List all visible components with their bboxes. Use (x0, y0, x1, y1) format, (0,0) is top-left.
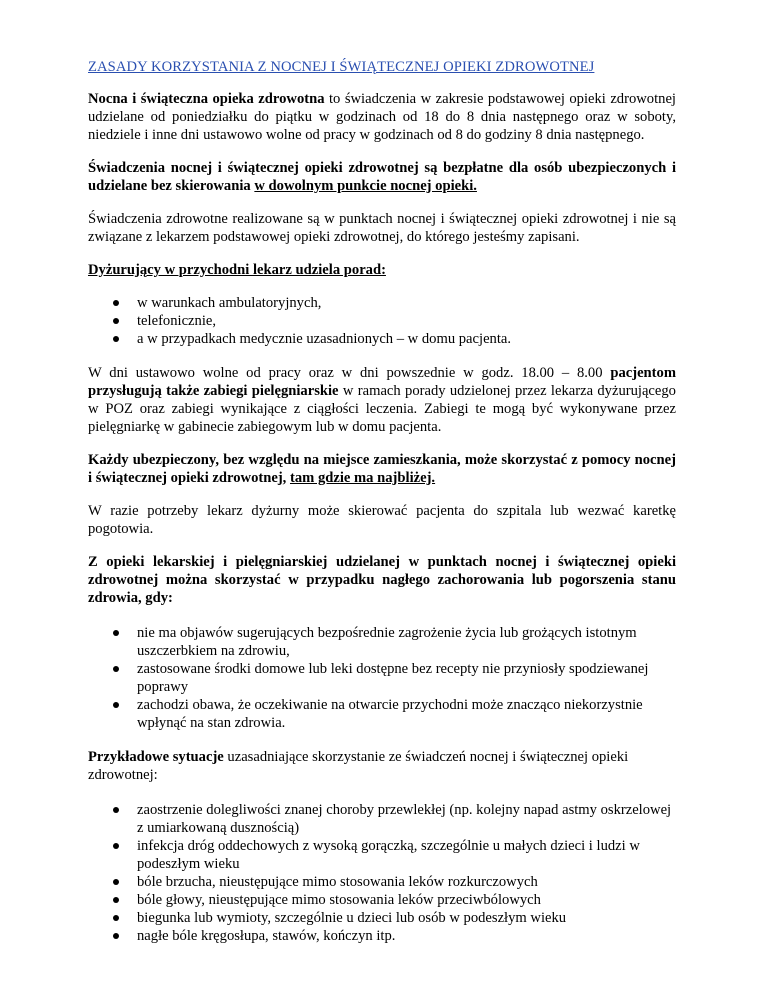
doctor-heading-text: Dyżurujący w przychodni lekarz udziela porad: (88, 262, 386, 278)
list-item: zastosowane środki domowe lub leki dostępne bez recepty nie przyniosły spodziewanej poprawy (137, 660, 676, 696)
examples-list (88, 801, 676, 945)
section-when-heading (88, 553, 676, 607)
paragraph-definition (88, 90, 676, 144)
list-item: bóle głowy, nieustępujące mimo stosowania leków przeciwbólowych (137, 891, 676, 909)
paragraph-free-services (88, 159, 676, 195)
examples-heading-text: uzasadniające skorzystanie ze świadczeń nocnej i świątecznej opieki zdrowotnej: (88, 749, 629, 783)
nursing-emphasis: pacjentom przysługują także zabiegi pielęgniarskie (88, 365, 676, 399)
list-item: nie ma objawów sugerujących bezpośrednie zagrożenie życia lub grożących istotnym uszczerbkiem na zdrowiu, (137, 624, 676, 660)
free-services-emphasis: w dowolnym punkcie nocnej opieki. (254, 178, 477, 194)
list-item: zaostrzenie dolegliwości znanej choroby przewlekłej (np. kolejny napad astmy oskrzelowej z umiarkowaną dusznością) (137, 801, 676, 837)
list-item: telefonicznie, (137, 312, 676, 330)
paragraph-not-related: Świadczenia zdrowotne realizowane są w punktach nocnej i świątecznej opieki zdrowotnej i nie są związane z lekarzem podstawowej opieki zdrowotnej, do którego jesteśmy zapisani. (88, 211, 676, 245)
doctor-advice-list (88, 294, 676, 348)
list-item: infekcja dróg oddechowych z wysoką gorączką, szczególnie u małych dzieci i ludzi w podeszłym wieku (137, 837, 676, 873)
paragraph-nursing (88, 364, 676, 436)
definition-text: to świadczenia w zakresie podstawowej opieki zdrowotnej udzielane od poniedziałku do piątku w godzinach od 18 do 8 dnia następnego oraz w soboty, niedziele i inne dni ustawowo wolne od pracy w godzinach od 8 do godziny 8 dnia następnego. (88, 91, 676, 143)
paragraph-hospital-referral: W razie potrzeby lekarz dyżurny może skierować pacjenta do szpitala lub wezwać karetkę pogotowia. (88, 503, 676, 537)
free-services-text: Świadczenia nocnej i świątecznej opieki zdrowotnej są bezpłatne dla osób ubezpieczonych i udzielane bez skierowania (88, 160, 676, 194)
nursing-text-2: w ramach porady udzielonej przez lekarza dyżurującego w POZ oraz zabiegi wynikające z ciągłości leczenia. Zabiegi te mogą być wykonywane przez pielęgniarkę w gabinecie zabiegowym lub w domu pacjenta. (88, 383, 676, 435)
list-item: bóle brzucha, nieustępujące mimo stosowania leków rozkurczowych (137, 873, 676, 891)
nursing-text-1: W dni ustawowo wolne od pracy oraz w dni powszednie w godz. 18.00 – 8.00 (88, 365, 611, 381)
document-title: ZASADY KORZYSTANIA Z NOCNEJ I ŚWIĄTECZNEJ OPIEKI ZDROWOTNEJ (88, 59, 595, 75)
list-item: w warunkach ambulatoryjnych, (137, 294, 676, 312)
section-examples-heading (88, 748, 676, 784)
when-heading-text: Z opieki lekarskiej i pielęgniarskiej udzielanej w punktach nocnej i świątecznej opieki zdrowotnej można skorzystać w przypadku nagłego zachorowania lub pogorszenia stanu zdrowia, gdy: (88, 554, 676, 606)
list-item: zachodzi obawa, że oczekiwanie na otwarcie przychodni może znacząco niekorzystnie wpłynąć na stan zdrowia. (137, 696, 676, 732)
paragraph-any-insured (88, 451, 676, 487)
list-item: a w przypadkach medycznie uzasadnionych – w domu pacjenta. (137, 330, 676, 348)
section-doctor-heading (88, 261, 676, 279)
list-item: nagłe bóle kręgosłupa, stawów, kończyn itp. (137, 927, 676, 945)
any-insured-emphasis: tam gdzie ma najbliżej. (289, 470, 436, 486)
examples-heading-bold: Przykładowe sytuacje (88, 749, 224, 765)
definition-term: Nocna i świąteczna opieka zdrowotna (88, 91, 325, 107)
conditions-list (88, 624, 676, 732)
any-insured-text: Każdy ubezpieczony, bez względu na miejsce zamieszkania, może skorzystać z pomocy nocnej i świątecznej opieki zdrowotnej, (88, 452, 676, 486)
list-item: biegunka lub wymioty, szczególnie u dzieci lub osób w podeszłym wieku (137, 909, 676, 927)
